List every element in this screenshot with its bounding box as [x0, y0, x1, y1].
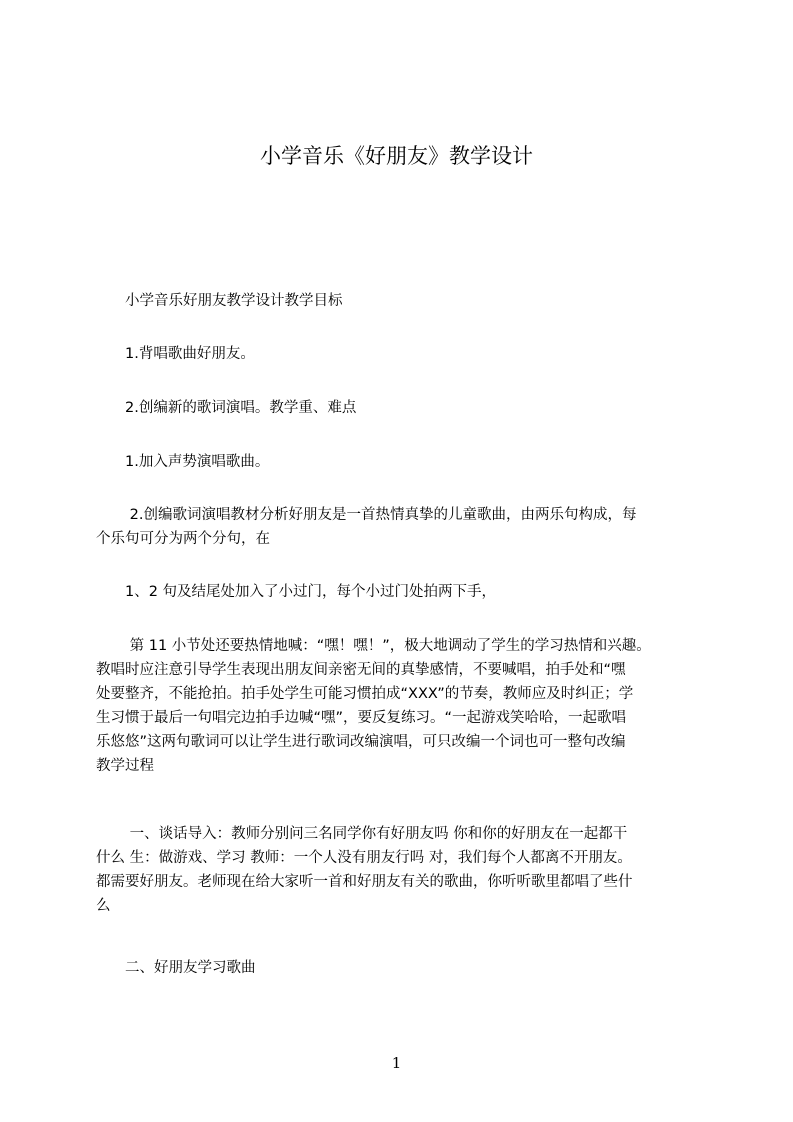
text-line: 教唱时应注意引导学生表现出朋友间亲密无间的真挚感情，不要喊唱，拍手处和“嘿	[96, 662, 626, 678]
text-line: 2.创编歌词演唱教材分析好朋友是一首热情真挚的儿童歌曲，由两乐句构成，每	[96, 507, 637, 523]
text-line: 个乐句可分为两个分句，在	[96, 531, 270, 547]
text-line: 1.背唱歌曲好朋友。	[96, 346, 255, 362]
paragraph-interlude	[96, 580, 700, 604]
document-title: 小学音乐《好朋友》教学设计	[260, 144, 533, 168]
paragraph-objective-1	[96, 342, 700, 366]
paragraph-objectives-heading	[96, 289, 700, 313]
paragraph-learn-song	[96, 956, 700, 980]
text-line: 二、好朋友学习歌曲	[96, 960, 256, 976]
text-line: 乐悠悠”这两句歌词可以让学生进行歌词改编演唱，可只改编一个词也可一整句改编	[96, 734, 626, 750]
text-line: 处要整齐，不能抢拍。拍手处学生可能习惯拍成“XXX”的节奏，教师应及时纠正；学	[96, 686, 634, 702]
text-line: 小学音乐好朋友教学设计教学目标	[96, 293, 343, 309]
text-line: 2.创编新的歌词演唱。教学重、难点	[96, 400, 357, 416]
text-line: 么	[96, 898, 111, 914]
text-line: 都需要好朋友。老师现在给大家听一首和好朋友有关的歌曲，你听听歌里都唱了些什	[96, 874, 633, 890]
text-line: 1、2 句及结尾处加入了小过门，每个小过门处拍两下手，	[96, 584, 497, 600]
paragraph-material-analysis	[96, 503, 700, 551]
text-line: 生习惯于最后一句唱完边拍手边喊“嘿”，要反复练习。“一起游戏笑哈哈，一起歌唱	[96, 710, 627, 726]
page-number: 1	[391, 1054, 402, 1072]
paragraph-objective-2	[96, 396, 700, 420]
paragraph-introduction	[96, 822, 700, 918]
text-line: 什么 生：做游戏、学习 教师：一个人没有朋友行吗 对，我们每个人都离不开朋友。	[96, 850, 632, 866]
text-line: 第 11 小节处还要热情地喊：“嘿！嘿！”，极大地调动了学生的学习热情和兴趣。	[96, 638, 651, 654]
text-line: 教学过程	[96, 758, 154, 774]
text-line: 1.加入声势演唱歌曲。	[96, 454, 270, 470]
paragraph-bar-11	[96, 634, 700, 778]
text-line: 一、谈话导入：教师分别问三名同学你有好朋友吗 你和你的好朋友在一起都干	[96, 826, 628, 842]
paragraph-key-point-1	[96, 450, 700, 474]
